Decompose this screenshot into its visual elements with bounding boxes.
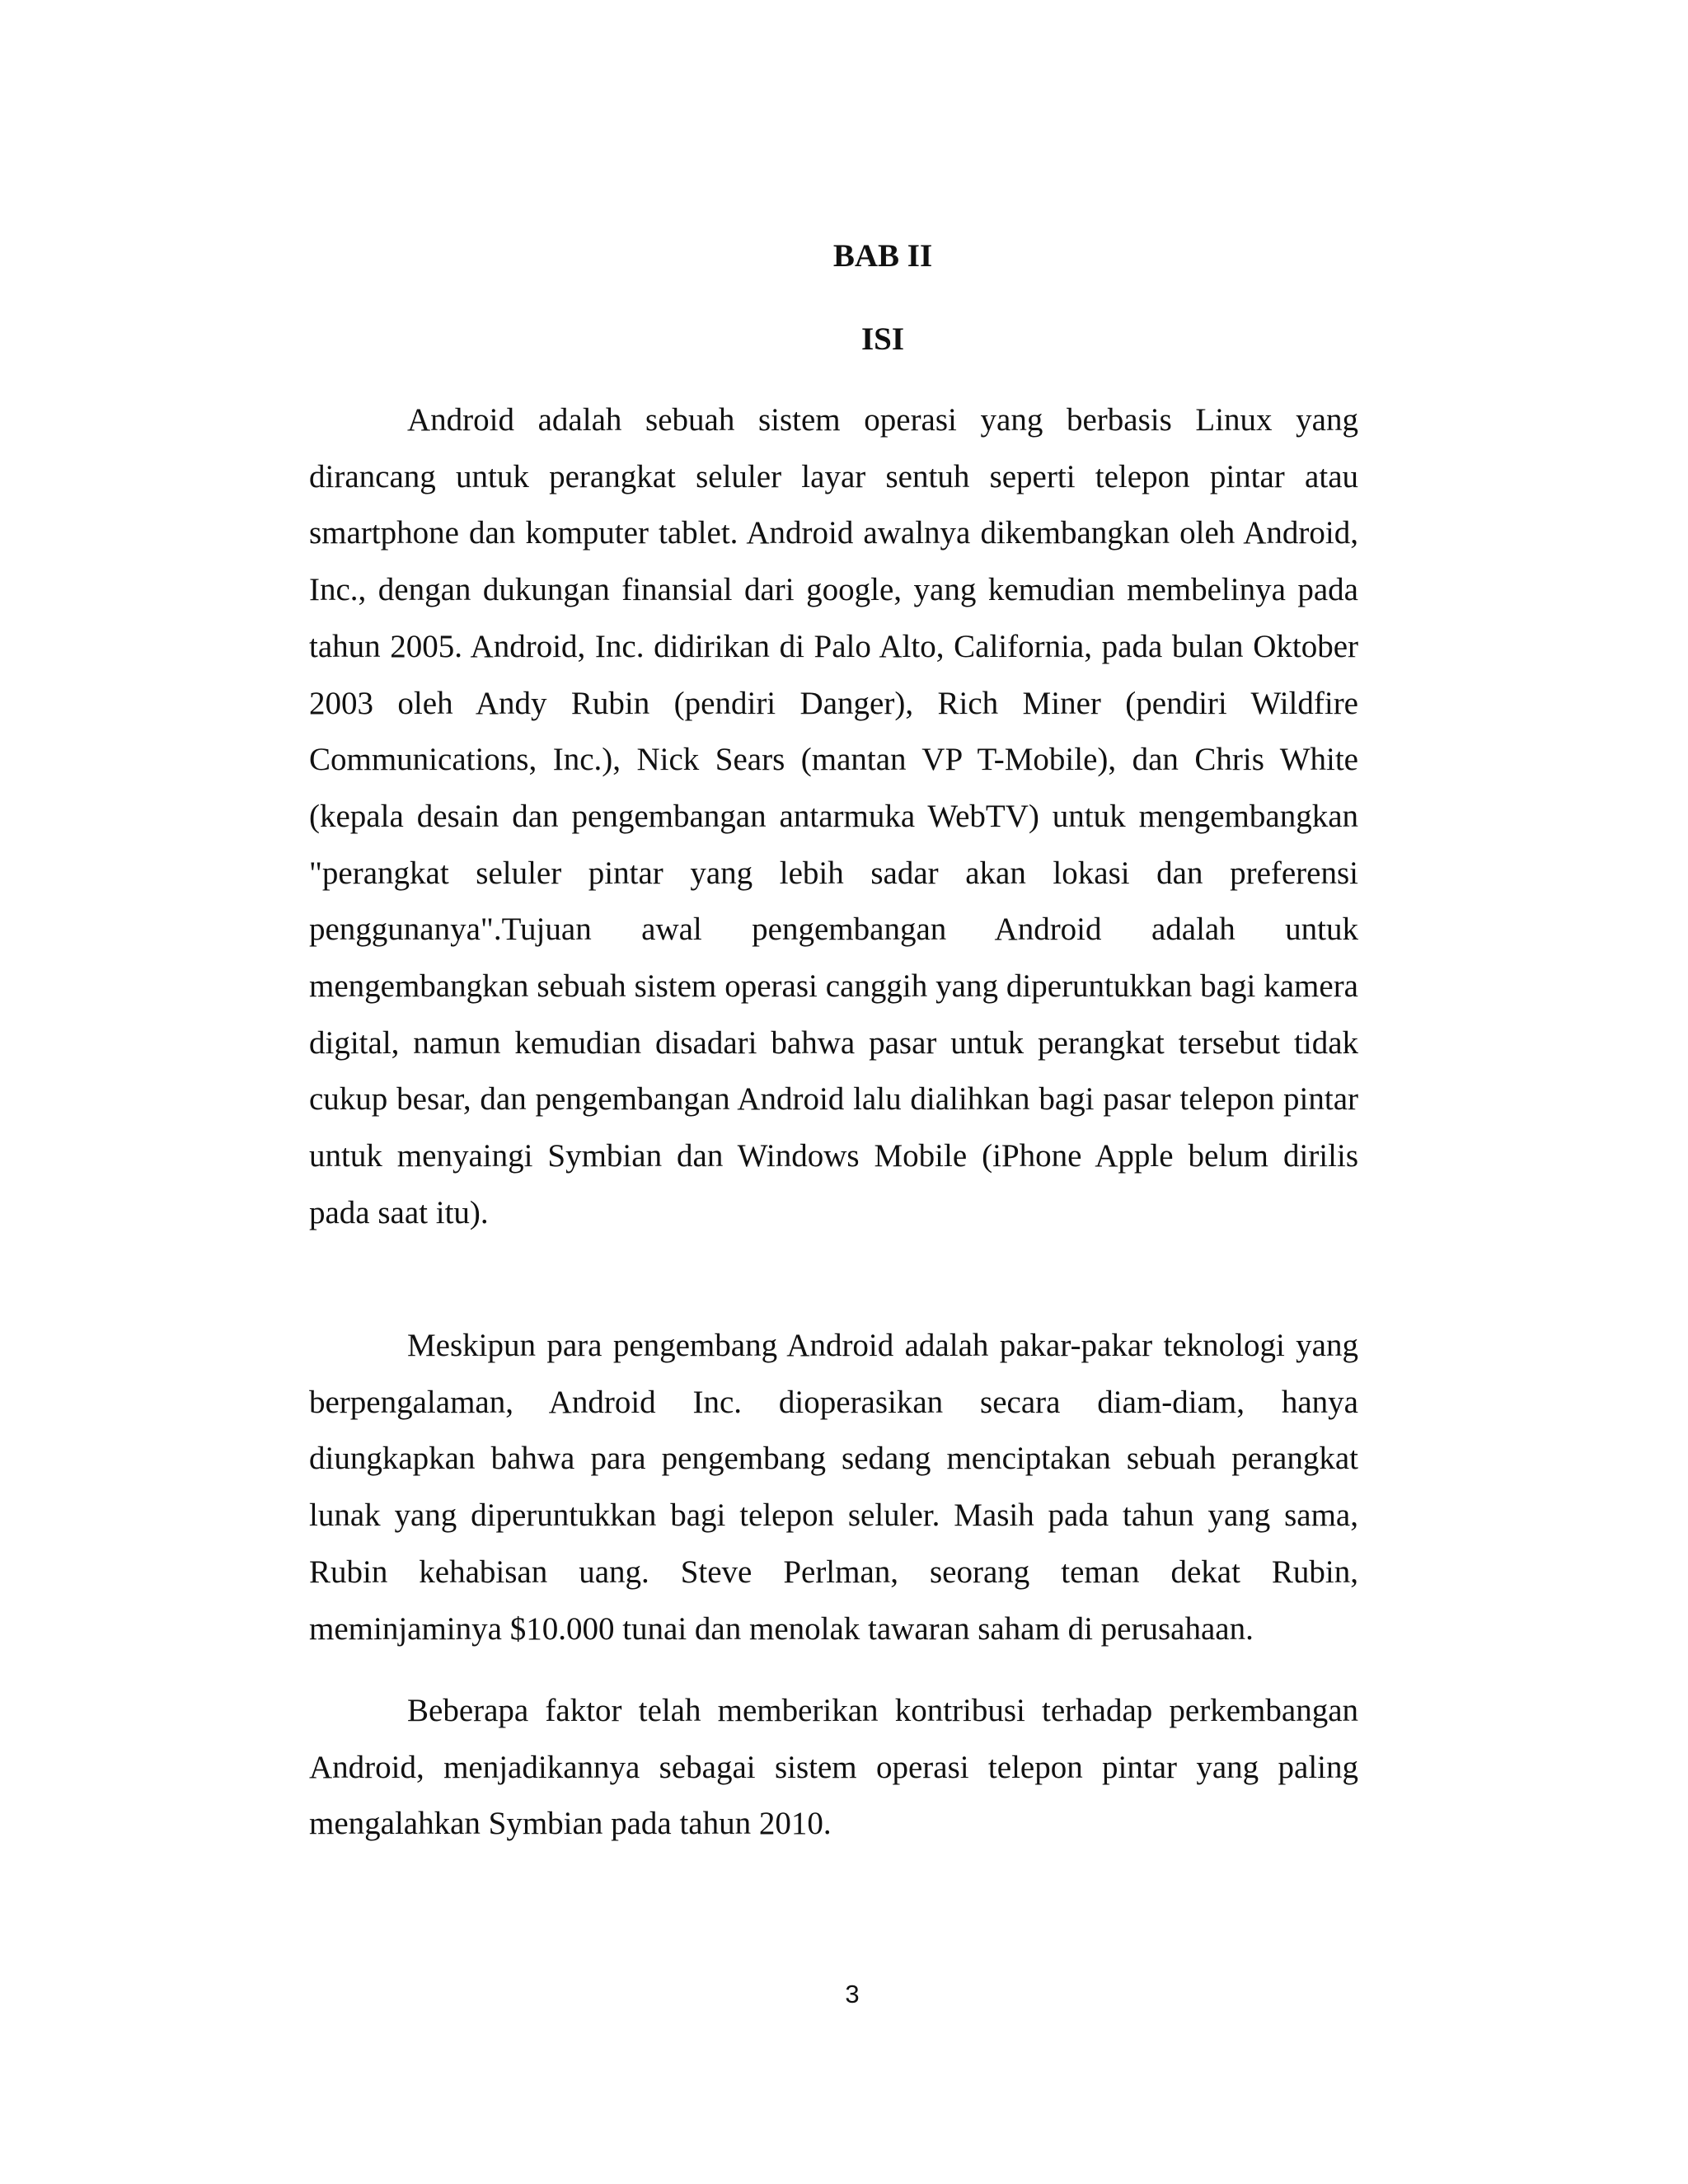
paragraph-block xyxy=(309,392,1358,1242)
paragraph-block xyxy=(309,1683,1358,1853)
paragraph: Meskipun para pengembang Android adalah pakar-pakar teknologi yang berpengalaman, Android Inc. dioperasikan secara diam-diam, hanya diungkapkan bahwa para pengembang sedang menciptakan sebuah perangkat lunak yang diperuntukkan bagi telepon seluler. Masih pada tahun yang sama, Rubin kehabisan uang. Steve Perlman, seorang teman dekat Rubin, meminjaminya $10.000 tunai dan menolak tawaran saham di perusahaan. xyxy=(309,1328,1358,1647)
paragraph-block xyxy=(309,1318,1358,1657)
page-number: 3 xyxy=(845,1980,860,2008)
paragraph: Beberapa faktor telah memberikan kontribusi terhadap perkembangan Android, menjadikannya sebagai sistem operasi telepon pintar yang paling mengalahkan Symbian pada tahun 2010. xyxy=(309,1693,1358,1842)
section-title: ISI xyxy=(860,321,905,357)
paragraph: Android adalah sebuah sistem operasi yang berbasis Linux yang dirancang untuk perangkat seluler layar sentuh seperti telepon pintar atau smartphone dan komputer tablet. Android awalnya dikembangkan oleh Android, Inc., dengan dukungan finansial dari google, yang kemudian membelinya pada tahun 2005. Android, Inc. didirikan di Palo Alto, California, pada bulan Oktober 2003 oleh Andy Rubin (pendiri Danger), Rich Miner (pendiri Wildfire Communications, Inc.), Nick Sears (mantan VP T-Mobile), dan Chris White (kepala desain dan pengembangan antarmuka WebTV) untuk mengembangkan "perangkat seluler pintar yang lebih sadar akan lokasi dan preferensi penggunanya".Tujuan awal pengembangan Android adalah untuk mengembangkan sebuah sistem operasi canggih yang diperuntukkan bagi kamera digital, namun kemudian disadari bahwa pasar untuk perangkat tersebut tidak cukup besar, dan pengembangan Android lalu dialihkan bagi pasar telepon pintar untuk menyaingi Symbian dan Windows Mobile (iPhone Apple belum dirilis pada saat itu). xyxy=(309,402,1358,1230)
chapter-title: BAB II xyxy=(832,238,933,274)
